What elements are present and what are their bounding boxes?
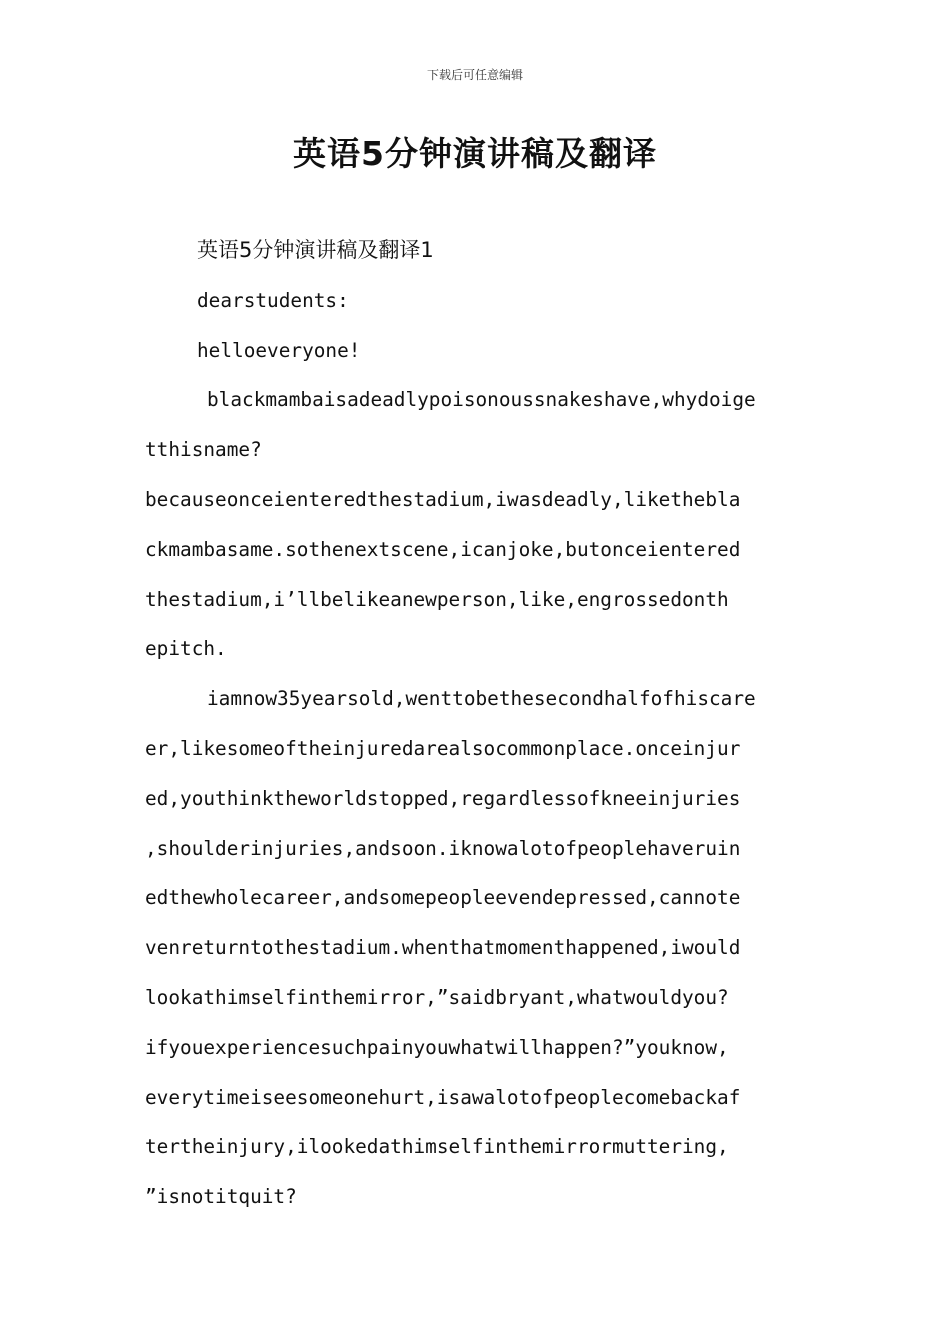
paragraph-line: blackmambaisadeadlypoisonoussnakeshave,whydoige xyxy=(207,388,756,412)
paragraph-line: iamnow35yearsold,wenttobethesecondhalfofhiscare xyxy=(207,687,756,711)
paragraph-line: er,likesomeoftheinjuredarealsocommonplace.onceinjur xyxy=(145,736,741,760)
document-title: 英语5分钟演讲稿及翻译 xyxy=(293,134,657,173)
paragraph-line: venreturntothestadium.whenthatmomenthappened,iwould xyxy=(145,936,741,960)
document-body xyxy=(145,226,810,1222)
paragraph-line: epitch. xyxy=(145,637,227,661)
paragraph-line: ifyouexperiencesuchpainyouwhatwillhappen?”youknow, xyxy=(145,1035,729,1059)
salutation: dearstudents: xyxy=(197,288,349,312)
paragraph-line: everytimeiseesomeonehurt,isawalotofpeoplecomebackaf xyxy=(145,1085,741,1109)
paragraph-line: lookathimselfinthemirror,”saidbryant,whatwouldyou? xyxy=(145,985,729,1009)
paragraph-line: becauseonceienteredthestadium,iwasdeadly,likethebla xyxy=(145,487,741,511)
paragraph-line: edthewholecareer,andsomepeopleevendepressed,cannote xyxy=(145,886,741,910)
paragraph-line: ,shoulderinjuries,andsoon.iknowalotofpeoplehaveruin xyxy=(145,836,741,860)
paragraph-line: ”isnotitquit? xyxy=(145,1185,297,1209)
paragraph-2 xyxy=(145,674,810,1222)
paragraph-line: ckmambasame.sothenextscene,icanjoke,butonceientered xyxy=(145,537,741,561)
paragraph-line: ed,youthinktheworldstopped,regardlessofkneeinjuries xyxy=(145,786,741,810)
paragraph-line: tthisname? xyxy=(145,438,262,462)
greeting: helloeveryone! xyxy=(197,338,361,362)
paragraph-1 xyxy=(145,375,810,674)
paragraph-line: tertheinjury,ilookedathimselfinthemirrormuttering, xyxy=(145,1135,729,1159)
header-note: 下载后可任意编辑 xyxy=(426,68,523,82)
section-heading: 英语5分钟演讲稿及翻译1 xyxy=(197,238,434,262)
paragraph-line: thestadium,i’llbelikeanewperson,like,engrossedonth xyxy=(145,587,729,611)
